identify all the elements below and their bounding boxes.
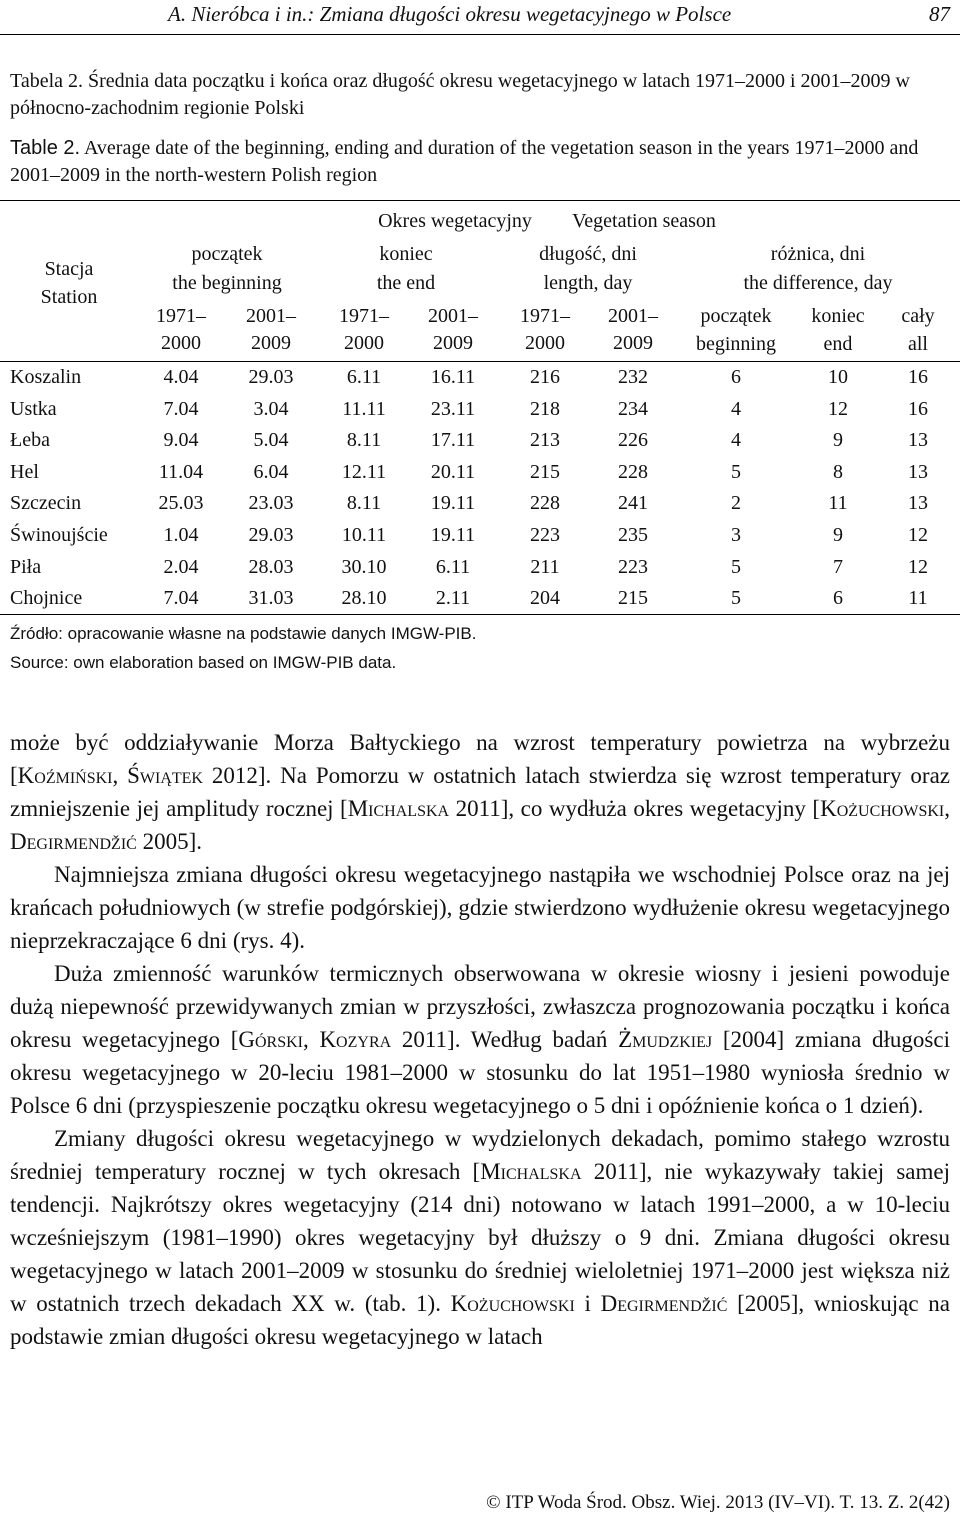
- table-cell-l1: 211: [530, 556, 560, 578]
- station-name: Piła: [10, 556, 42, 578]
- table-cell-b1: 25.03: [158, 492, 204, 514]
- station-name: Ustka: [10, 398, 57, 420]
- table-cell-b1: 11.04: [158, 461, 204, 483]
- table-caption-pl: Tabela 2. Średnia data początku i końca oraz długość okresu wegetacyjnego w latach 1971–2000 i 2001–2009 w północno-zachodnim regionie Polski: [10, 70, 910, 119]
- table-cell-b2: 29.03: [248, 524, 294, 546]
- table-cell-db: 3: [731, 524, 741, 546]
- table-cell-de: 11: [828, 492, 848, 514]
- text-run: 2012]. Na Pomorzu w ostatnich latach stwierdza się wzrost temperatury oraz zmniejszenie jej amplitudy rocznej [: [10, 763, 950, 821]
- table-cell-b2: 28.03: [248, 556, 294, 578]
- table-cell-de: 8: [833, 461, 843, 483]
- table-cell-da: 11: [908, 587, 928, 609]
- table-cell-db: 4: [731, 398, 741, 420]
- text-run: i: [574, 1291, 601, 1316]
- text-run: 2011], co wydłuża okres wegetacyjny [: [449, 796, 821, 821]
- table-cell-l1: 223: [530, 524, 560, 546]
- station-name: Chojnice: [10, 587, 83, 609]
- text-run: 2011]. Według badań: [391, 1027, 619, 1052]
- header-period2: 2001–: [246, 305, 296, 327]
- header-length-en: length, day: [543, 272, 633, 294]
- table-cell-l1: 213: [530, 429, 560, 451]
- table-cell-db: 5: [731, 461, 741, 483]
- header-begin-pl: początek: [191, 243, 263, 265]
- header-diff-begin-en: beginning: [696, 333, 776, 355]
- table-cell-l1: 218: [530, 398, 560, 420]
- header-period1: 2000: [344, 332, 384, 354]
- page-number: 87: [929, 2, 950, 26]
- header-period1: 1971–: [156, 305, 206, 327]
- table-cell-e2: 17.11: [430, 429, 476, 451]
- header-diff-all-pl: cały: [901, 305, 935, 327]
- table-cell-db: 6: [731, 366, 741, 388]
- citation-author: Kożuchowski: [450, 1291, 575, 1316]
- table-cell-e1: 28.10: [341, 587, 387, 609]
- table-cell-b1: 1.04: [163, 524, 199, 546]
- header-group-pl: Okres wegetacyjny: [378, 210, 532, 232]
- table-cell-b2: 6.04: [253, 461, 289, 483]
- station-name: Szczecin: [10, 492, 82, 514]
- citation-author: Żmudzkiej: [618, 1027, 713, 1052]
- source-note-pl: Źródło: opracowanie własne na podstawie danych IMGW-PIB.: [10, 624, 477, 643]
- table-cell-b2: 29.03: [248, 366, 294, 388]
- header-period1: 2000: [525, 332, 565, 354]
- table-cell-db: 5: [731, 587, 741, 609]
- text-run: Zmiany długości okresu wegetacyjnego w wydzielonych dekadach, pomimo stałego wzrostu średniej temperatury rocznej w tych okresach [: [10, 1126, 950, 1184]
- text-run: [2004] zmiana długości okresu wegetacyjnego w 20-leciu 1981–2000 w stosunku do lat 1951–1980 wyniosła średnio w Polsce 6 dni (przyspieszenie początku okresu wegetacyjnego o 5 dni i opóźnienie końca o 1 dzień).: [10, 1027, 950, 1118]
- table-cell-e1: 8.11: [346, 429, 382, 451]
- text-run: Najmniejsza zmiana długości okresu wegetacyjnego nastąpiła we wschodniej Polsce oraz na jej krańcach południowych (w strefie podgórskiej), gdzie stwierdzono wydłużenie okresu wegetacyjnego nieprzekraczające 6 dni (rys. 4).: [10, 862, 950, 953]
- header-diff-begin-pl: początek: [700, 305, 772, 327]
- table-cell-b2: 3.04: [253, 398, 289, 420]
- header-station-en: Station: [40, 286, 98, 308]
- table-header-rule: [0, 361, 960, 362]
- source-note-en: Source: own elaboration based on IMGW-PIB data.: [10, 653, 397, 672]
- header-diff-all-en: all: [908, 333, 928, 355]
- table-cell-da: 16: [908, 366, 928, 388]
- header-period1: 1971–: [339, 305, 389, 327]
- header-period2: 2001–: [428, 305, 478, 327]
- table-cell-b1: 2.04: [163, 556, 199, 578]
- header-diff-en: the difference, day: [743, 272, 893, 294]
- text-run: 2005].: [136, 829, 202, 854]
- header-period2: 2001–: [608, 305, 658, 327]
- header-station-pl: Stacja: [44, 258, 94, 280]
- table-cell-de: 9: [833, 524, 843, 546]
- table-cell-l2: 223: [618, 556, 648, 578]
- table-cell-e1: 30.10: [341, 556, 387, 578]
- citation-author: Górski, Kozyra: [238, 1027, 392, 1052]
- table-cell-da: 13: [908, 429, 928, 451]
- table-cell-b1: 7.04: [163, 398, 199, 420]
- header-begin-en: the beginning: [172, 272, 282, 294]
- table-cell-de: 10: [828, 366, 848, 388]
- paragraph: [10, 858, 950, 957]
- table-cell-l1: 216: [530, 366, 560, 388]
- citation-author: Koźmiński, Świątek: [17, 763, 203, 788]
- header-period2: 2009: [251, 332, 291, 354]
- header-period2: 2009: [613, 332, 653, 354]
- table-caption-label: Table 2.: [10, 137, 81, 159]
- table-caption-en-text: Average date of the beginning, ending and duration of the vegetation season in the years 1971–2000 and 2001–2009 in the north-western Polish region: [10, 137, 919, 186]
- table-cell-db: 5: [731, 556, 741, 578]
- table-cell-e1: 8.11: [346, 492, 382, 514]
- table-cell-e2: 19.11: [430, 492, 476, 514]
- table-cell-e2: 16.11: [430, 366, 476, 388]
- table-cell-e2: 20.11: [430, 461, 476, 483]
- table-cell-b1: 7.04: [163, 587, 199, 609]
- table-cell-b2: 5.04: [253, 429, 289, 451]
- table-cell-b1: 9.04: [163, 429, 199, 451]
- table-cell-b1: 4.04: [163, 366, 199, 388]
- text-run: [2005], wnioskując na podstawie zmian długości okresu wegetacyjnego w latach: [10, 1291, 950, 1349]
- page-header: [0, 0, 960, 35]
- citation-author: Michalska: [347, 796, 450, 821]
- page-footer: © ITP Woda Środ. Obsz. Wiej. 2013 (IV–VI). T. 13. Z. 2(42): [486, 1492, 950, 1513]
- table-cell-l2: 228: [618, 461, 648, 483]
- body-text: [10, 726, 950, 1353]
- station-name: Świnoujście: [10, 524, 108, 546]
- header-period1: 2000: [161, 332, 201, 354]
- table-cell-e1: 6.11: [346, 366, 382, 388]
- table-cell-l2: 241: [618, 492, 648, 514]
- table-cell-de: 12: [828, 398, 848, 420]
- table-cell-de: 9: [833, 429, 843, 451]
- header-period1: 1971–: [520, 305, 570, 327]
- table-cell-da: 12: [908, 556, 928, 578]
- header-diff-pl: różnica, dni: [770, 243, 866, 265]
- text-run: Duża zmienność warunków termicznych obserwowana w okresie wiosny i jesieni powoduje dużą niepewność przewidywanych zmian w przyszłości, zwłaszcza prognozowania początku i końca okresu wegetacyjnego [: [10, 961, 950, 1052]
- header-period2: 2009: [433, 332, 473, 354]
- station-name: Koszalin: [10, 366, 82, 388]
- paragraph: [10, 957, 950, 1122]
- citation-author: Degirmendžić: [600, 1291, 728, 1316]
- table-cell-e1: 11.11: [342, 398, 386, 420]
- paragraph: [10, 726, 950, 858]
- table-cell-l2: 234: [618, 398, 648, 420]
- paragraph: [10, 1122, 950, 1353]
- text-run: może być oddziaływanie Morza Bałtyckiego na wzrost temperatury powietrza na wybrzeżu [: [10, 730, 950, 788]
- table-cell-da: 12: [908, 524, 928, 546]
- table-cell-b2: 23.03: [248, 492, 294, 514]
- table-cell-db: 4: [731, 429, 741, 451]
- station-name: Łeba: [10, 429, 50, 451]
- table-cell-da: 13: [908, 461, 928, 483]
- header-end-en: the end: [376, 272, 436, 294]
- table-top-rule: [0, 200, 960, 201]
- table-cell-e2: 6.11: [435, 556, 471, 578]
- table-cell-l1: 215: [530, 461, 560, 483]
- table-cell-e1: 12.11: [341, 461, 387, 483]
- table-cell-l1: 204: [530, 587, 560, 609]
- header-length-pl: długość, dni: [539, 243, 637, 265]
- citation-author: Kożuchowski, Degirmendžić: [10, 796, 950, 854]
- station-name: Hel: [10, 461, 39, 483]
- table-cell-e2: 19.11: [430, 524, 476, 546]
- table-cell-l2: 215: [618, 587, 648, 609]
- table-cell-l2: 235: [618, 524, 648, 546]
- table-cell-e2: 23.11: [430, 398, 476, 420]
- header-group-en: Vegetation season: [572, 210, 716, 232]
- running-title: A. Nieróbca i in.: Zmiana długości okresu wegetacyjnego w Polsce: [168, 2, 732, 26]
- table-cell-da: 16: [908, 398, 928, 420]
- table-cell-b2: 31.03: [248, 587, 294, 609]
- table-cell-l2: 226: [618, 429, 648, 451]
- header-diff-end-pl: koniec: [811, 305, 865, 327]
- table-cell-db: 2: [731, 492, 741, 514]
- text-run: 2011], nie wykazywały takiej samej tendencji. Najkrótszy okres wegetacyjny (214 dni) notowano w latach 1991–2000, a w 10-leciu wcześniejszym (1981–1990) okres wegetacyjny był dłuższy o 9 dni. Zmiana długości okresu wegetacyjnego w latach 2001–2009 w stosunku do średniej wieloletniej 1971–2000 jest większa niż w ostatnich trzech dekadach XX w. (tab. 1).: [10, 1159, 951, 1316]
- header-diff-end-en: end: [823, 333, 853, 355]
- header-end-pl: koniec: [379, 243, 433, 265]
- table-cell-e2: 2.11: [435, 587, 471, 609]
- table-cell-e1: 10.11: [341, 524, 387, 546]
- citation-author: Michalska: [480, 1159, 582, 1184]
- table-bottom-rule: [0, 614, 960, 615]
- table-cell-l1: 228: [530, 492, 560, 514]
- table-cell-de: 7: [833, 556, 843, 578]
- table-cell-de: 6: [833, 587, 843, 609]
- table-cell-l2: 232: [618, 366, 648, 388]
- table-caption-en: [10, 135, 955, 189]
- table-cell-da: 13: [908, 492, 928, 514]
